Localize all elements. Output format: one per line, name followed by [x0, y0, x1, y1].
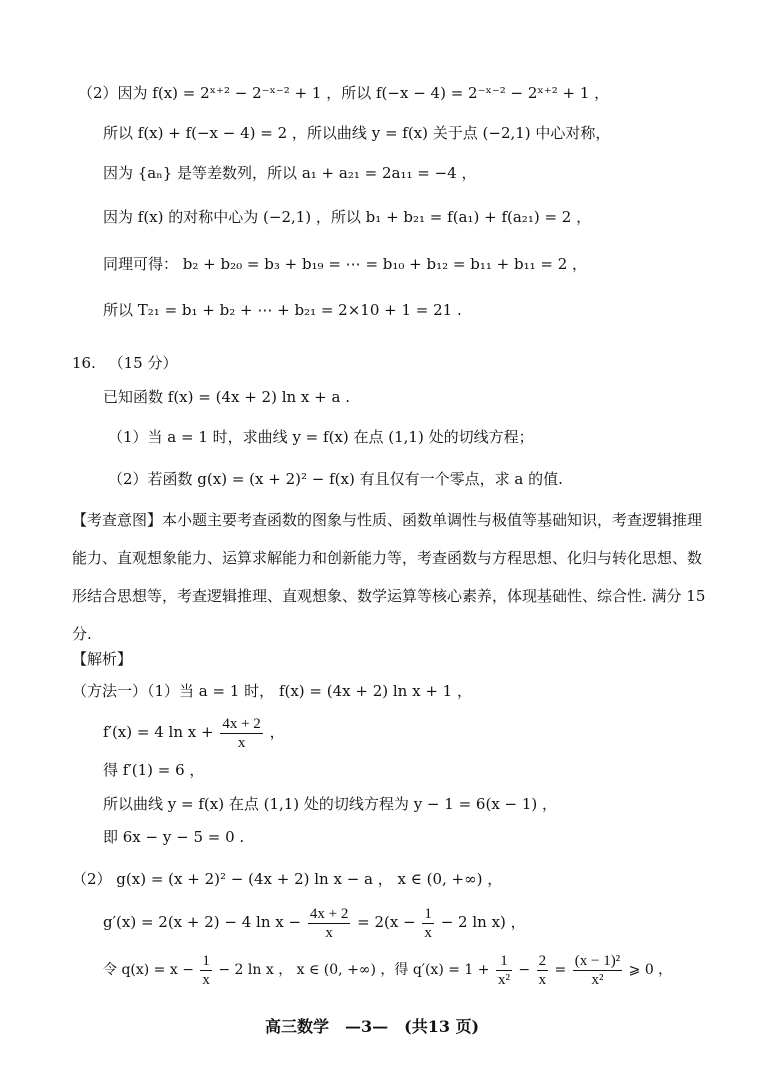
solution-line-a1: （方法一）（1）当 a = 1 时， f(x) = (4x + 2) ln x + 1 ， — [72, 682, 472, 700]
question-16-stem: 已知函数 f(x) = (4x + 2) ln x + a . — [103, 388, 350, 406]
solution-line-b1: （2） g(x) = (x + 2)² − (4x + 2) ln x − a ， x ∈ (0, +∞) ， — [72, 870, 503, 888]
fraction — [422, 905, 434, 942]
part2-line-2: 所以 f(x) + f(−x − 4) = 2 ，所以曲线 y = f(x) 关于点 (−2,1) 中心对称， — [103, 124, 611, 142]
b3-eq: = — [554, 962, 567, 978]
fraction — [573, 952, 622, 989]
solution-line-a3: 得 f′(1) = 6 ， — [103, 761, 205, 779]
page-footer: 高三数学 —3— (共13 页) — [265, 1017, 480, 1036]
question-16-header — [72, 352, 178, 374]
solution-line-b2 — [103, 902, 526, 942]
solution-line-a4: 所以曲线 y = f(x) 在点 (1,1) 处的切线方程为 y − 1 = 6(x − 1) ， — [103, 795, 558, 813]
numerator: 1 — [496, 952, 512, 971]
fraction — [496, 952, 512, 989]
numerator: 2 — [538, 952, 547, 969]
b2-mid: = 2(x − — [357, 913, 416, 931]
analysis-title: 【解析】 — [72, 650, 133, 668]
fraction — [537, 952, 549, 989]
solution-line-a2 — [103, 712, 285, 752]
b3-left: 令 q(x) = x − — [103, 962, 194, 978]
denominator: x — [538, 971, 547, 988]
numerator: 4x + 2 — [309, 905, 349, 922]
b2-left: g′(x) = 2(x + 2) − 4 ln x − — [103, 913, 302, 931]
b3-minus: − — [518, 962, 531, 978]
denominator: x — [424, 924, 432, 941]
denominator: x — [325, 924, 333, 941]
denominator: x — [202, 971, 210, 988]
b3-mid: − 2 ln x ， x ∈ (0, +∞) ，得 q′(x) = 1 + — [218, 962, 490, 978]
a2-tail: ， — [269, 723, 285, 741]
b2-tail: − 2 ln x) ， — [440, 913, 526, 931]
solution-line-a5: 即 6x − y − 5 = 0 . — [103, 828, 245, 846]
question-16-sub1: （1）当 a = 1 时，求曲线 y = f(x) 在点 (1,1) 处的切线方程； — [108, 428, 534, 446]
part2-line-3: 因为 {aₙ} 是等差数列，所以 a₁ + a₂₁ = 2a₁₁ = −4 ， — [103, 164, 477, 182]
fraction — [220, 715, 262, 752]
denominator: x² — [497, 971, 510, 988]
part2-line-6: 所以 T₂₁ = b₁ + b₂ + ⋯ + b₂₁ = 2×10 + 1 = 21 . — [103, 301, 462, 319]
question-16-sub2: （2）若函数 g(x) = (x + 2)² − f(x) 有且仅有一个零点，求 a 的值. — [108, 470, 563, 488]
numerator: 4x + 2 — [222, 715, 261, 732]
solution-line-b3 — [103, 950, 672, 990]
part2-line-1: （2）因为 f(x) = 2ˣ⁺² − 2⁻ˣ⁻² + 1 ，所以 f(−x − 4) = 2⁻ˣ⁻² − 2ˣ⁺² + 1 ， — [78, 84, 610, 102]
numerator: (x − 1)² — [574, 952, 621, 969]
part2-line-4: 因为 f(x) 的对称中心为 (−2,1) ，所以 b₁ + b₂₁ = f(a₁) + f(a₂₁) = 2 ， — [103, 208, 592, 226]
numerator: 1 — [424, 905, 432, 922]
denominator: x² — [591, 971, 604, 988]
b3-tail: ⩾ 0 ， — [628, 962, 673, 978]
question-number: 16. — [72, 354, 96, 372]
a2-left: f′(x) = 4 ln x + — [103, 723, 214, 741]
fraction — [308, 905, 350, 942]
question-score: （15 分） — [108, 354, 178, 372]
denominator: x — [237, 734, 246, 751]
fraction — [200, 952, 212, 989]
numerator: 1 — [202, 952, 210, 969]
intent-paragraph: 【考查意图】本小题主要考查函数的图象与性质、函数单调性与极值等基础知识，考查逻辑推理能力、直观想象能力、运算求解能力和创新能力等，考查函数与方程思想、化归与转化思想、数形结合思想等，考查逻辑推理、直观想象、数学运算等核心素养，体现基础性、综合性. 满分 15 分. — [72, 511, 706, 643]
part2-line-5: 同理可得： b₂ + b₂₀ = b₃ + b₁₉ = ⋯ = b₁₀ + b₁₂ = b₁₁ + b₁₁ = 2 ， — [103, 255, 588, 273]
